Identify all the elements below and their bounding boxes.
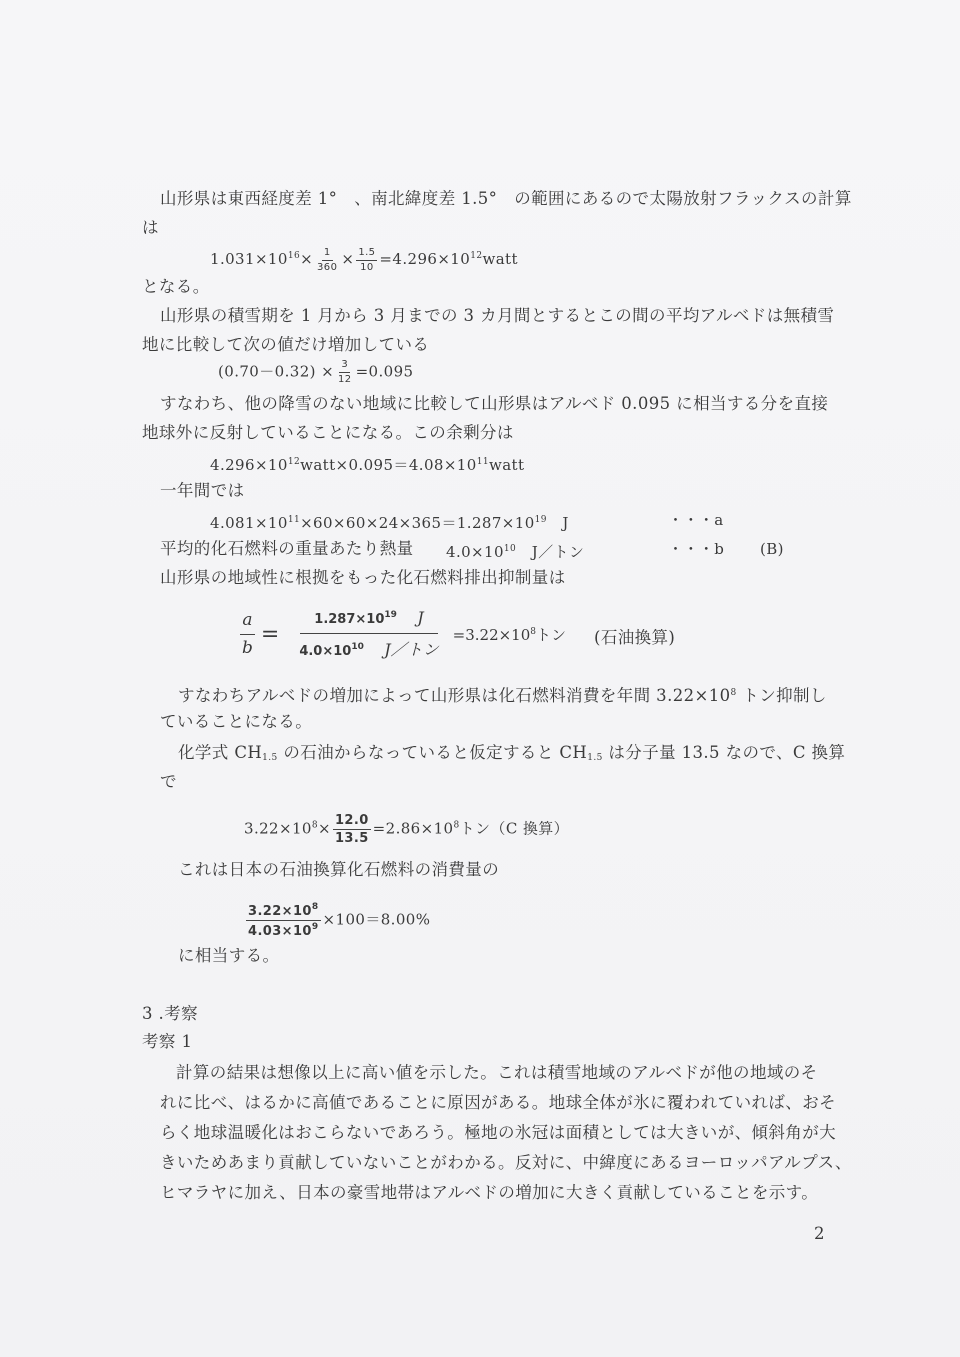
numerator: 1.5 — [356, 248, 377, 261]
section-subheading: 考察 1 — [142, 1032, 193, 1051]
p1-line2: は — [142, 218, 159, 237]
denominator — [285, 634, 452, 658]
fraction-energy — [285, 610, 452, 658]
eq-result: =4.296×10 — [379, 250, 471, 268]
eq-sup: 8 — [453, 820, 460, 831]
equation-albedo: (0.70－0.32) × $\frac{3}{12}$ =0.095 — [218, 359, 414, 385]
eq-sup: 8 — [311, 902, 319, 912]
equation-heat — [446, 538, 584, 563]
section-line: ヒマラヤに加え、日本の豪雪地帯はアルベドの増加に大きく貢献していることを示す。 — [160, 1183, 819, 1202]
eq-unit: トン — [536, 625, 567, 644]
eq-result — [453, 624, 566, 645]
eq-sup: 10 — [503, 544, 517, 554]
eq-term: 4.03×10 — [248, 924, 312, 939]
section-line: れに比べ、はるかに高値であることに原因がある。地球全体が氷に覆われていれば、おそ — [160, 1093, 836, 1112]
eq-unit: J — [417, 608, 424, 627]
eq-unit: watt — [482, 250, 518, 268]
section-heading: 3 .考察 — [142, 1004, 198, 1023]
p4-line1 — [178, 682, 827, 707]
eq-term: 4.081×10 — [210, 514, 288, 532]
fraction — [356, 248, 377, 273]
p5-line3: これは日本の石油換算化石燃料の消費量の — [178, 860, 500, 879]
p1-line3: となる。 — [142, 277, 210, 296]
fraction — [315, 248, 339, 273]
eq-sup: 19 — [534, 515, 547, 525]
eq-sup: 8 — [311, 820, 318, 831]
eq-term: ×60×60×24×365＝1.287×10 — [300, 514, 535, 532]
eq-term: 4.0×10 — [446, 543, 504, 561]
page-number: 2 — [814, 1224, 825, 1243]
equation-suppression — [240, 610, 566, 658]
fraction — [336, 360, 354, 385]
text-run: トン抑制し — [736, 686, 827, 705]
eq-sup: 11 — [476, 457, 489, 467]
eq-sup: 8 — [730, 688, 737, 698]
p5-line4: に相当する。 — [178, 946, 280, 965]
eq-result: =0.095 — [355, 362, 414, 381]
text-run: の石油からなっていると仮定すると CH — [277, 743, 588, 762]
eq-unit: J／トン — [531, 543, 585, 561]
fraction — [246, 903, 321, 938]
p1-line1: 山形県は東西経度差 1° 、南北緯度差 1.5° の範囲にあるので太陽放射フラックスの計算 — [160, 189, 852, 208]
p3-line1: すなわち、他の降雪のない地域に比較して山形県はアルベド 0.095 に相当する分を直接 — [160, 394, 829, 413]
eq-sup: 12 — [287, 457, 301, 467]
eq-unit: watt — [488, 456, 525, 474]
section-line: きいためあまり貢献していないことがわかる。反対に、中緯度にあるヨーロッパアルプス、 — [160, 1153, 852, 1172]
numerator — [246, 903, 321, 921]
fraction — [333, 814, 371, 845]
denominator — [246, 921, 321, 938]
text-run: すなわちアルベドの増加によって山形県は化石燃料消費を年間 3.22×10 — [178, 686, 731, 705]
eq-term: 4.296×10 — [210, 456, 288, 474]
equation-surplus — [210, 451, 524, 476]
eq-sup: 12 — [470, 251, 483, 261]
eq-sup: 10 — [351, 642, 364, 652]
p3-line2: 地球外に反射していることになる。この余剰分は — [142, 423, 514, 442]
p3-line3: 一年間では — [160, 481, 245, 500]
eq-sup: 9 — [311, 922, 319, 932]
equals-sign: = — [260, 621, 280, 647]
eq-term: 3.22×10 — [244, 819, 312, 838]
p5-line2: で — [160, 772, 177, 791]
eq-sup: 11 — [287, 515, 301, 525]
equation-flux: $1.031\times 10^{16}\times$ $\frac{1}{360}$ × $\frac{1.5}{10}$ $=4.296\times 10^{12}watt$ — [210, 246, 518, 273]
eq-term: watt×0.095＝4.08×10 — [300, 456, 477, 474]
eq-tag-b: ・・・b — [668, 540, 725, 558]
eq-term: 1.031×10 — [210, 250, 288, 268]
p3-line4: 平均的化石燃料の重量あたり熱量 — [160, 539, 414, 558]
eq-result: ×100＝8.00% — [322, 910, 431, 929]
denominator: b — [242, 637, 253, 658]
fraction-a-over-b — [240, 609, 255, 658]
eq-term: 3.22×10 — [248, 904, 312, 919]
numerator: 12.0 — [334, 813, 369, 828]
eq-result: =2.86×10 — [372, 819, 454, 838]
p4-line2: ていることになる。 — [160, 712, 313, 731]
equation-annual — [210, 509, 569, 534]
numerator: 1 — [322, 248, 333, 261]
p2-line2: 地に比較して次の値だけ増加している — [142, 335, 430, 354]
numerator — [300, 610, 437, 634]
text-run: 化学式 CH — [178, 743, 263, 762]
p5-line1 — [178, 742, 845, 769]
numerator: a — [240, 612, 254, 635]
eq-sup: 8 — [530, 626, 536, 637]
equation-carbon: $3.22\times 10^8\times$ $\frac{12.0}{13.5}$ $=2.86\times 10^8$トン（C 換算） — [244, 813, 570, 846]
denominator: 10 — [360, 261, 374, 273]
eq-tag-a: ・・・a — [668, 511, 724, 529]
eq-term: 4.0×10 — [299, 644, 352, 659]
eq-sub: 1.5 — [262, 753, 278, 763]
section-line: 計算の結果は想像以上に高い値を示した。これは積雪地域のアルベドが他の地域のそ — [176, 1063, 818, 1082]
numerator: 3 — [339, 360, 350, 373]
eq-sub: 1.5 — [587, 753, 603, 763]
eq-unit: トン（C 換算） — [459, 819, 570, 838]
eq-term: 1.287×10 — [314, 612, 385, 627]
equation-percent — [244, 903, 430, 938]
eq-note-oil: (石油換算) — [594, 628, 676, 647]
eq-label-b: (B) — [760, 540, 784, 558]
eq-term: (0.70－0.32) — [218, 362, 316, 381]
eq-term: =3.22×10 — [452, 625, 531, 644]
eq-unit: J — [562, 514, 569, 532]
denominator: 12 — [338, 374, 352, 385]
eq-unit: J／トン — [384, 640, 439, 659]
eq-sup: 19 — [384, 610, 397, 620]
denominator: 13.5 — [334, 831, 369, 846]
p2-line1: 山形県の積雪期を 1 月から 3 月までの 3 カ月間とするとこの間の平均アルベドは無積雪 — [160, 306, 835, 325]
p3-line5: 山形県の地域性に根拠をもった化石燃料排出抑制量は — [160, 568, 566, 587]
text-run: は分子量 13.5 なので、C 換算 — [602, 743, 846, 762]
denominator: 360 — [317, 261, 338, 273]
section-line: らく地球温暖化はおこらないであろう。極地の氷冠は面積としては大きいが、傾斜角が大 — [160, 1123, 836, 1142]
eq-sup: 16 — [287, 251, 301, 261]
